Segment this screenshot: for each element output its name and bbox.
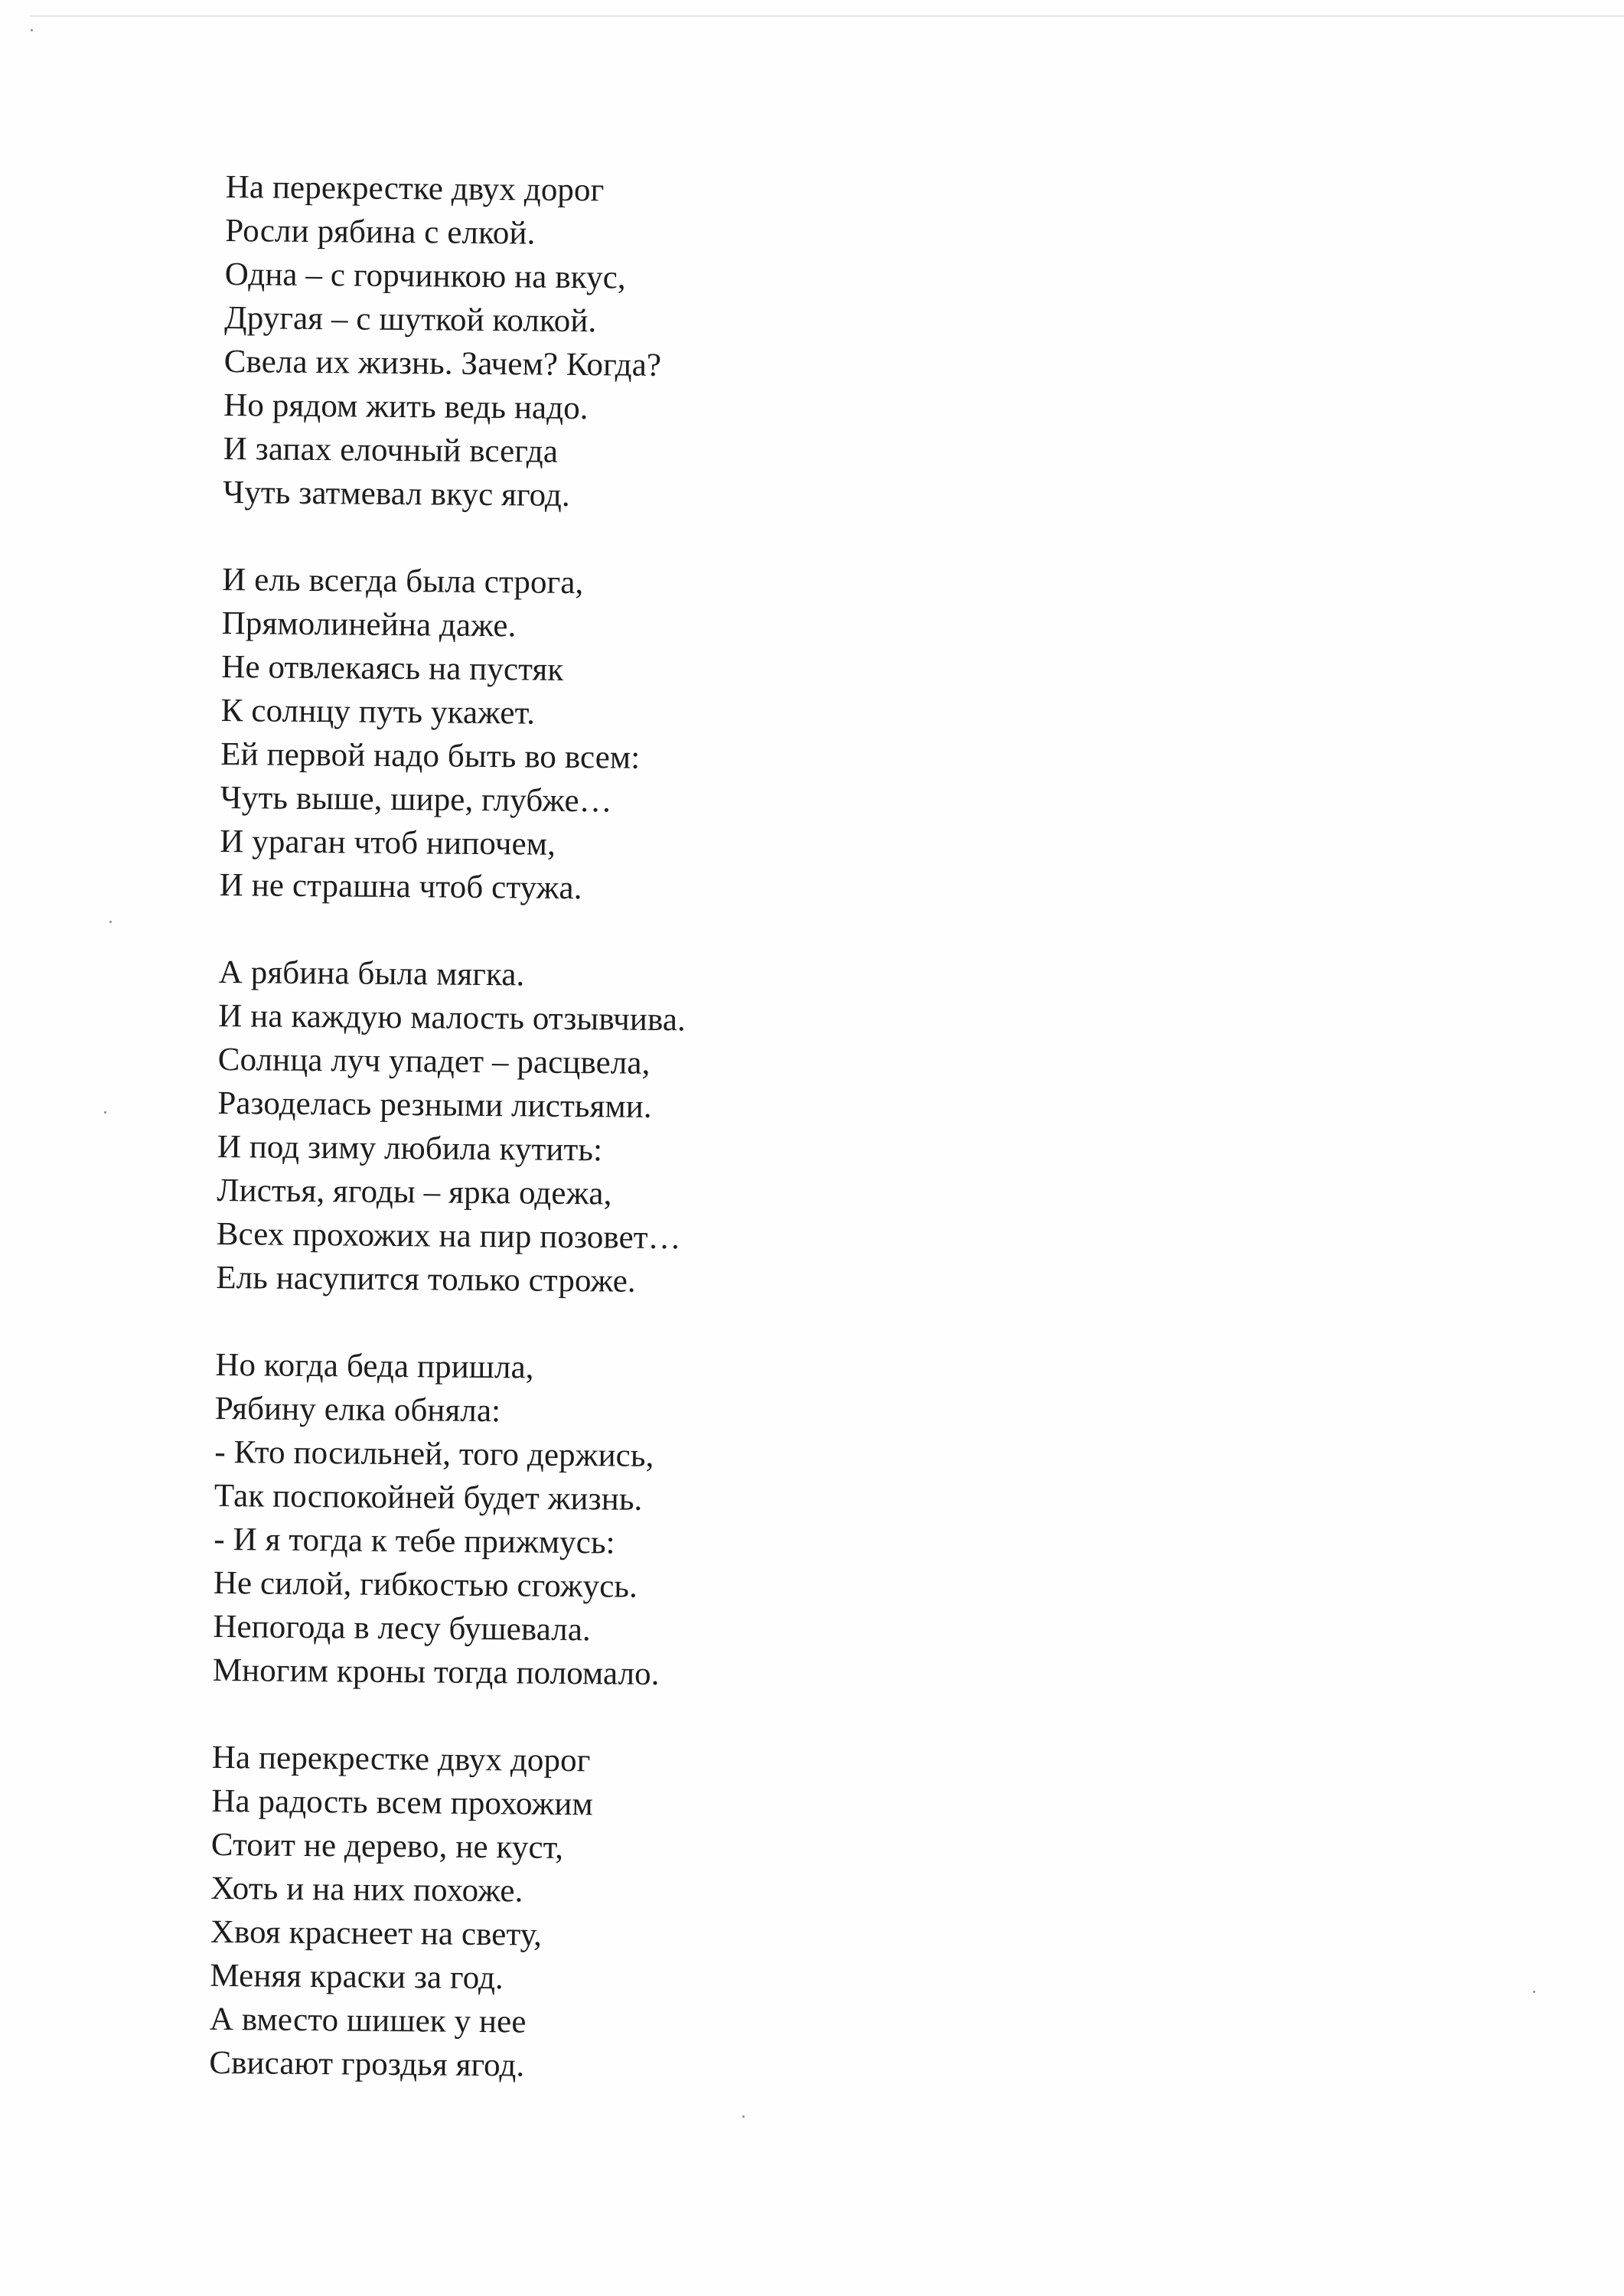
poem-line: - И я тогда к тебе прижмусь: [214,1521,615,1561]
poem-line: Ель насупится только строже. [216,1259,636,1300]
poem-line: Хоть и на них похоже. [210,1870,523,1910]
poem-line: И ель всегда была строга, [222,561,584,602]
poem-line: Солнца луч упадет – расцвела, [217,1041,651,1081]
poem-line: И на каждую малость отзывчива. [218,997,686,1039]
poem-stanza [223,165,1221,523]
poem-line: Хвоя краснеет на свету, [210,1913,543,1953]
poem-line: Прямолинейна даже. [221,605,517,644]
poem-line: К солнцу путь укажет. [220,692,536,732]
scan-speck [742,2115,745,2118]
poem-line: Чуть выше, шире, глубже… [220,779,612,820]
poem-line: А вместо шишек у нее [209,2001,527,2040]
poem-line: Рябину елка обняла: [214,1390,501,1430]
scan-speck [1533,1991,1535,1993]
poem-line: Меняя краски за год. [210,1957,504,1997]
scan-speck [31,29,33,31]
poem-line: Так поспокойней будет жизнь. [214,1477,643,1518]
poem-line: Всех прохожих на пир позовет… [216,1215,681,1257]
poem-line: И ураган чтоб нипочем, [220,823,556,863]
poem-line: Многим кроны тогда поломало. [212,1652,660,1693]
scan-speck [109,921,112,923]
poem-line: И не страшна чтоб стужа. [219,866,582,907]
poem-line: Свела их жизнь. Зачем? Когда? [223,343,662,383]
poem-line: Но рядом жить ведь надо. [223,386,589,427]
scan-speck [104,1111,106,1114]
poem-line: Не отвлекаясь на пустяк [221,648,564,688]
poem-stanza [216,951,1214,1308]
poem-line: И под зиму любила кутить: [217,1128,603,1169]
poem-stanza [209,1736,1207,2093]
poem-line: А рябина была мягка. [218,954,525,993]
poem-line: Свисают гроздья ягод. [209,2044,525,2084]
poem-line: Чуть затмевал вкус ягод. [223,474,571,514]
poem-line: И запах елочный всегда [223,430,559,470]
poem-line: Стоит не дерево, не куст, [210,1826,564,1866]
poem-line: Листья, ягоды – ярка одежа, [217,1172,612,1212]
poem-line: - Кто посильней, того держись, [214,1433,654,1474]
poem-stanza [213,1343,1211,1701]
poem-line: Ей первой надо быть во всем: [220,735,641,776]
poem-line: Росли рябина с елкой. [225,212,536,252]
poem-line: Другая – с шуткой колкой. [224,299,597,340]
poem-line: Непогода в лесу бушевала. [213,1608,592,1649]
poem-line: Одна – с горчинкою на вкус, [224,256,626,296]
poem-line: На перекрестке двух дорог [211,1739,591,1779]
poem [209,165,1221,2093]
poem-stanza [220,558,1218,915]
scan-top-edge [31,15,1624,17]
poem-line: На радость всем прохожим [211,1782,593,1823]
poem-line: Но когда беда пришла, [215,1346,534,1386]
poem-line: Разоделась резными листьями. [217,1084,652,1125]
poem-line: Не силой, гибкостью сгожусь. [213,1564,638,1605]
poem-line: На перекрестке двух дорог [225,168,605,209]
